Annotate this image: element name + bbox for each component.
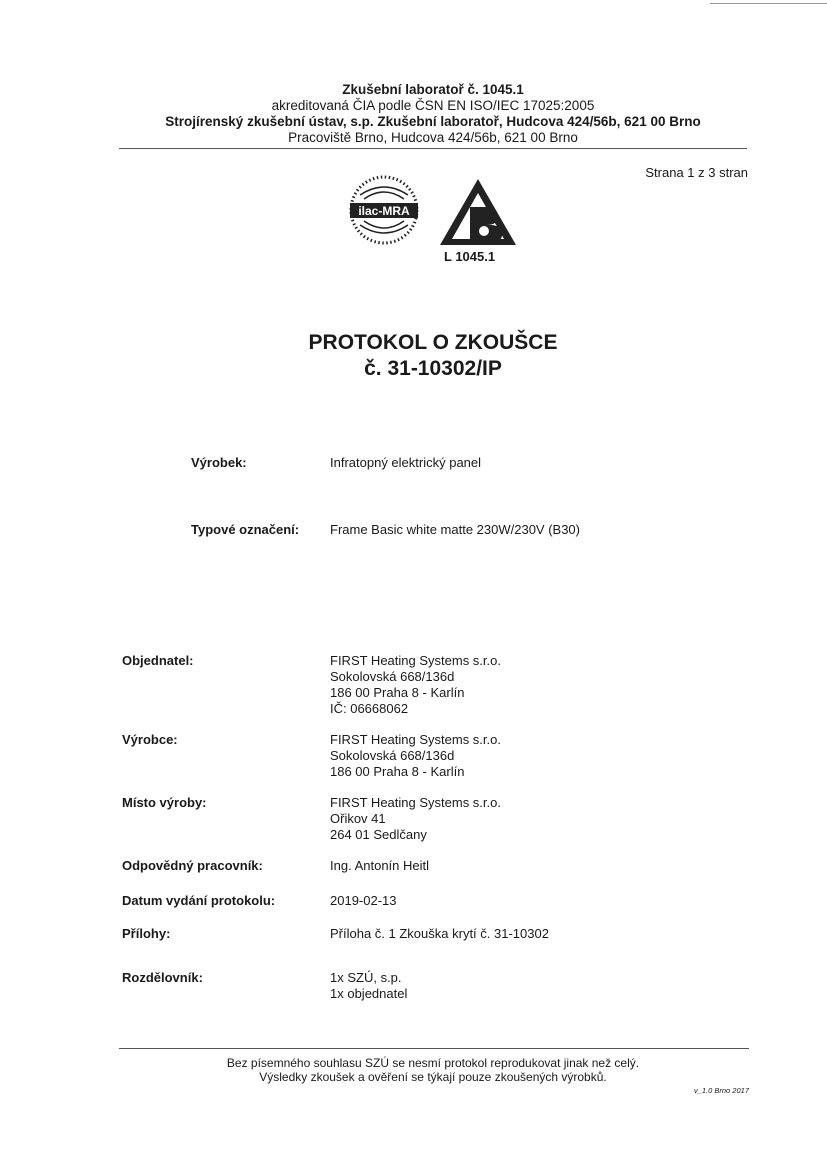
- customer-value: [330, 653, 501, 717]
- footer-divider: [119, 1048, 749, 1049]
- production-site-line: FIRST Heating Systems s.r.o.: [330, 795, 501, 810]
- customer-line: 186 00 Praha 8 - Karlín: [330, 685, 465, 700]
- manufacturer-label: Výrobce:: [122, 732, 178, 747]
- customer-label: Objednatel:: [122, 653, 194, 668]
- manufacturer-line: 186 00 Praha 8 - Karlín: [330, 764, 465, 779]
- type-designation-label: Typové označení:: [191, 522, 300, 537]
- ilac-mra-logo-icon: [340, 175, 530, 270]
- protocol-title: [0, 330, 827, 382]
- institute-line: Strojírenský zkušební ústav, s.p. Zkušební laboratoř, Hudcova 424/56b, 621 00 Brno: [165, 114, 701, 129]
- footer-line-2: Výsledky zkoušek a ověření se týkají pouze zkoušených výrobků.: [259, 1070, 607, 1084]
- scan-edge-line: [710, 3, 827, 4]
- production-site-label: Místo výroby:: [122, 795, 207, 810]
- title-line-2: č. 31-10302/IP: [364, 357, 502, 380]
- workplace-line: Pracoviště Brno, Hudcova 424/56b, 621 00 Brno: [288, 130, 578, 145]
- product-label: Výrobek:: [191, 455, 247, 470]
- responsible-value: Ing. Antonín Heitl: [330, 858, 430, 873]
- footer-notice: [0, 1056, 827, 1084]
- customer-line: Sokolovská 668/136d: [330, 669, 455, 684]
- distribution-label: Rozdělovník:: [122, 970, 203, 985]
- production-site-value: [330, 795, 501, 843]
- attachments-label: Přílohy:: [122, 926, 171, 941]
- distribution-line: 1x SZÚ, s.p.: [330, 970, 402, 985]
- accreditation-logos: [340, 175, 530, 270]
- distribution-value: [330, 970, 407, 1002]
- customer-line: FIRST Heating Systems s.r.o.: [330, 653, 501, 668]
- form-version: v_1.0 Brno 2017: [693, 1086, 749, 1095]
- production-site-line: Ořikov 41: [330, 811, 386, 826]
- manufacturer-line: Sokolovská 668/136d: [330, 748, 455, 763]
- type-designation-value: Frame Basic white matte 230W/230V (B30): [330, 522, 580, 537]
- manufacturer-line: FIRST Heating Systems s.r.o.: [330, 732, 501, 747]
- accreditation-number: L 1045.1: [444, 249, 496, 264]
- footer-line-1: Bez písemného souhlasu SZÚ se nesmí protokol reprodukovat jinak než celý.: [226, 1056, 640, 1070]
- lab-name: Zkušební laboratoř č. 1045.1: [342, 82, 524, 97]
- issue-date-value: 2019-02-13: [330, 893, 397, 908]
- title-line-1: PROTOKOL O ZKOUŠCE: [308, 331, 558, 354]
- customer-line: IČ: 06668062: [330, 701, 409, 716]
- accreditation-line: akreditovaná ČIA podle ČSN EN ISO/IEC 17025:2005: [271, 98, 595, 113]
- header-divider: [119, 148, 747, 149]
- svg-text:ilac-MRA: ilac-MRA: [358, 204, 410, 218]
- attachments-value: Příloha č. 1 Zkouška krytí č. 31-10302: [330, 926, 549, 941]
- distribution-line: 1x objednatel: [330, 986, 408, 1001]
- lab-header: [0, 82, 827, 146]
- issue-date-label: Datum vydání protokolu:: [122, 893, 276, 908]
- page-count: Strana 1 z 3 stran: [645, 165, 748, 180]
- production-site-line: 264 01 Sedlčany: [330, 827, 427, 842]
- responsible-label: Odpovědný pracovník:: [122, 858, 263, 873]
- product-value: Infratopný elektrický panel: [330, 455, 482, 470]
- manufacturer-value: [330, 732, 501, 780]
